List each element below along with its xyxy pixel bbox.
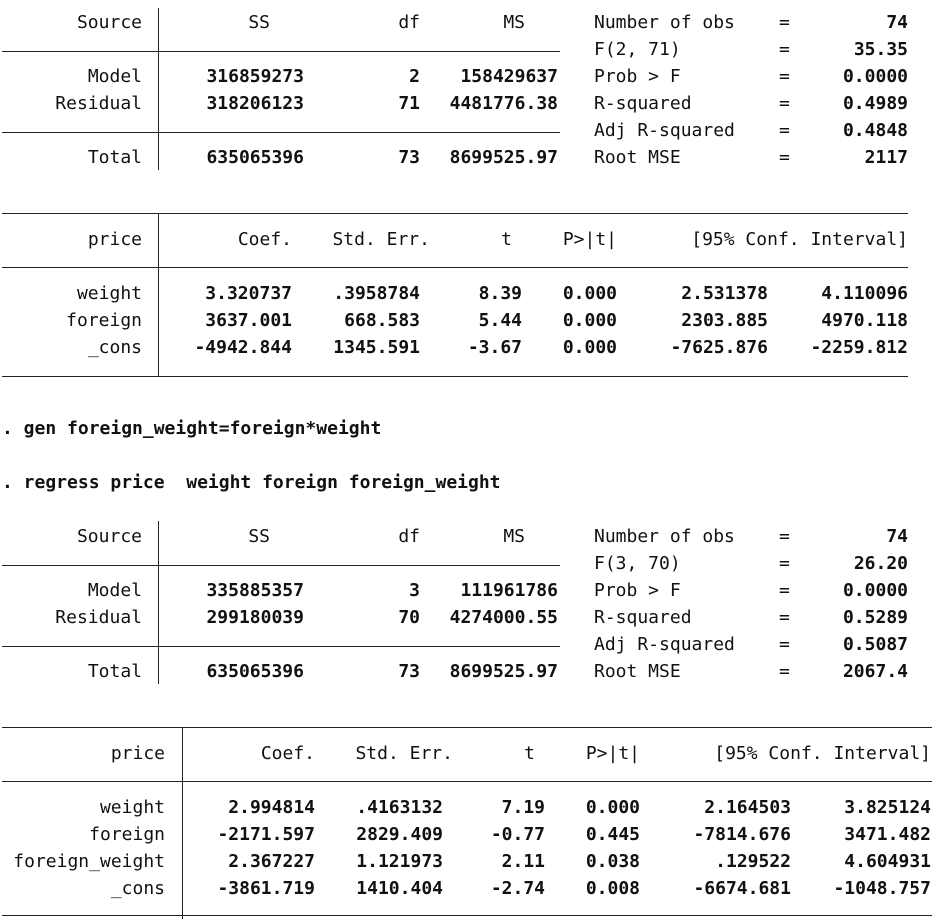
stat-label: R-squared <box>594 93 692 114</box>
coef-p: 0.445 <box>585 824 640 845</box>
coef-rule <box>2 376 908 377</box>
coef-value: 3.320737 <box>205 283 292 304</box>
anova-cell-ss: 316859273 <box>206 66 304 87</box>
coef-rule <box>2 213 908 214</box>
command-line: . gen foreign_weight=foreign*weight <box>2 418 382 439</box>
coef-header-var: price <box>87 229 142 250</box>
coef-p: 0.000 <box>562 283 617 304</box>
coef-value: -4942.844 <box>194 337 292 358</box>
coef-rule <box>2 267 908 268</box>
coef-rule <box>2 727 932 728</box>
anova-cell-ss: 635065396 <box>206 147 304 168</box>
stat-eq: = <box>779 580 790 601</box>
stat-eq: = <box>779 93 790 114</box>
anova-divider <box>158 521 159 684</box>
stat-label: Root MSE <box>594 661 681 682</box>
coef-t: 5.44 <box>478 310 522 331</box>
coef-t: 7.19 <box>501 797 545 818</box>
stat-eq: = <box>779 120 790 141</box>
anova-cell-df: 70 <box>398 607 420 628</box>
stat-eq: = <box>779 634 790 655</box>
coef-header-coef: Coef. <box>260 743 315 764</box>
anova-row-label: Model <box>87 580 142 601</box>
stat-label: Number of obs <box>594 526 735 547</box>
anova-cell-df: 2 <box>409 66 420 87</box>
command-line: . regress price weight foreign foreign_weight <box>2 472 501 493</box>
coef-ci-low: -7814.676 <box>693 824 791 845</box>
anova-row-label: Total <box>87 661 142 682</box>
anova-header-ms: MS <box>503 12 525 33</box>
coef-value: -2171.597 <box>217 824 315 845</box>
stat-label: Prob > F <box>594 66 681 87</box>
coef-t: -2.74 <box>490 878 545 899</box>
coef-header-ci: [95% Conf. Interval] <box>714 743 931 764</box>
coef-p: 0.000 <box>562 337 617 358</box>
stat-value: 35.35 <box>853 39 908 60</box>
stat-eq: = <box>779 66 790 87</box>
anova-header-ss: SS <box>248 526 270 547</box>
coef-rule <box>2 915 932 916</box>
coef-var: weight <box>76 283 142 304</box>
coef-header-t: t <box>524 743 535 764</box>
coef-t: 8.39 <box>478 283 522 304</box>
stat-eq: = <box>779 39 790 60</box>
stat-eq: = <box>779 147 790 168</box>
coef-var: foreign_weight <box>13 851 165 872</box>
stat-label: R-squared <box>594 607 692 628</box>
coef-value: 2.367227 <box>228 851 315 872</box>
stat-value: 0.0000 <box>842 580 908 601</box>
stat-eq: = <box>779 12 790 33</box>
stat-eq: = <box>779 607 790 628</box>
coef-value: -3861.719 <box>217 878 315 899</box>
coef-ci-high: 3.825124 <box>844 797 931 818</box>
coef-var: foreign <box>66 310 142 331</box>
stat-value: 2067.4 <box>842 661 908 682</box>
anova-divider <box>158 8 159 170</box>
coef-ci-high: 3471.482 <box>844 824 931 845</box>
anova-cell-ss: 335885357 <box>206 580 304 601</box>
anova-rule <box>2 51 560 52</box>
coef-ci-high: -2259.812 <box>810 337 908 358</box>
coef-header-p: P>|t| <box>562 229 617 250</box>
coef-value: 2.994814 <box>228 797 315 818</box>
stat-value: 0.5289 <box>842 607 908 628</box>
anova-row-label: Residual <box>55 607 142 628</box>
coef-ci-low: -6674.681 <box>693 878 791 899</box>
stat-value: 26.20 <box>853 553 908 574</box>
anova-header-source: Source <box>76 526 142 547</box>
coef-ci-high: 4970.118 <box>821 310 908 331</box>
anova-cell-ss: 299180039 <box>206 607 304 628</box>
coef-se: .3958784 <box>333 283 420 304</box>
stat-eq: = <box>779 661 790 682</box>
anova-cell-ms: 158429637 <box>460 66 558 87</box>
anova-header-source: Source <box>76 12 142 33</box>
coef-header-var: price <box>110 743 165 764</box>
coef-value: 3637.001 <box>205 310 292 331</box>
stat-label: Number of obs <box>594 12 735 33</box>
anova-header-ms: MS <box>503 526 525 547</box>
coef-ci-low: 2.164503 <box>704 797 791 818</box>
anova-cell-df: 71 <box>398 93 420 114</box>
stat-value: 74 <box>886 12 908 33</box>
stat-label: Prob > F <box>594 580 681 601</box>
coef-divider <box>182 727 183 919</box>
coef-ci-low: 2.531378 <box>681 283 768 304</box>
coef-se: 1410.404 <box>356 878 443 899</box>
anova-row-label: Total <box>87 147 142 168</box>
stat-eq: = <box>779 553 790 574</box>
anova-cell-ms: 4274000.55 <box>449 607 558 628</box>
coef-ci-low: .129522 <box>715 851 791 872</box>
anova-cell-ms: 8699525.97 <box>449 147 558 168</box>
coef-p: 0.008 <box>585 878 640 899</box>
anova-cell-df: 3 <box>409 580 420 601</box>
coef-ci-high: 4.604931 <box>844 851 931 872</box>
coef-t: -3.67 <box>467 337 522 358</box>
anova-header-ss: SS <box>248 12 270 33</box>
coef-var: _cons <box>87 337 142 358</box>
anova-cell-ss: 318206123 <box>206 93 304 114</box>
coef-header-ci: [95% Conf. Interval] <box>691 229 908 250</box>
stat-value: 0.4989 <box>842 93 908 114</box>
stat-value: 0.4848 <box>842 120 908 141</box>
stat-label: Adj R-squared <box>594 120 735 141</box>
stat-label: F(3, 70) <box>594 553 681 574</box>
coef-header-t: t <box>501 229 512 250</box>
anova-header-df: df <box>398 12 420 33</box>
anova-rule <box>2 565 560 566</box>
coef-divider <box>158 213 159 376</box>
anova-rule <box>2 132 560 133</box>
anova-cell-ms: 8699525.97 <box>449 661 558 682</box>
coef-se: 1345.591 <box>333 337 420 358</box>
coef-p: 0.000 <box>562 310 617 331</box>
stat-eq: = <box>779 526 790 547</box>
coef-p: 0.000 <box>585 797 640 818</box>
anova-cell-ss: 635065396 <box>206 661 304 682</box>
coef-ci-high: -1048.757 <box>833 878 931 899</box>
stat-value: 0.0000 <box>842 66 908 87</box>
coef-t: 2.11 <box>501 851 545 872</box>
coef-header-se: Std. Err. <box>332 229 430 250</box>
coef-t: -0.77 <box>490 824 545 845</box>
stat-label: Adj R-squared <box>594 634 735 655</box>
coef-header-p: P>|t| <box>585 743 640 764</box>
coef-header-se: Std. Err. <box>355 743 453 764</box>
coef-se: .4163132 <box>356 797 443 818</box>
coef-var: weight <box>99 797 165 818</box>
coef-var: foreign <box>89 824 165 845</box>
stat-label: F(2, 71) <box>594 39 681 60</box>
coef-ci-high: 4.110096 <box>821 283 908 304</box>
coef-se: 1.121973 <box>356 851 443 872</box>
stat-value: 2117 <box>864 147 908 168</box>
coef-se: 2829.409 <box>356 824 443 845</box>
coef-var: _cons <box>110 878 165 899</box>
anova-row-label: Model <box>87 66 142 87</box>
anova-cell-df: 73 <box>398 147 420 168</box>
coef-ci-low: -7625.876 <box>670 337 768 358</box>
stat-label: Root MSE <box>594 147 681 168</box>
coef-ci-low: 2303.885 <box>681 310 768 331</box>
anova-rule <box>2 646 560 647</box>
coef-header-coef: Coef. <box>237 229 292 250</box>
coef-rule <box>2 781 932 782</box>
coef-p: 0.038 <box>585 851 640 872</box>
anova-row-label: Residual <box>55 93 142 114</box>
anova-cell-ms: 4481776.38 <box>449 93 558 114</box>
stat-value: 0.5087 <box>842 634 908 655</box>
coef-se: 668.583 <box>344 310 420 331</box>
anova-cell-df: 73 <box>398 661 420 682</box>
stat-value: 74 <box>886 526 908 547</box>
anova-cell-ms: 111961786 <box>460 580 558 601</box>
anova-header-df: df <box>398 526 420 547</box>
